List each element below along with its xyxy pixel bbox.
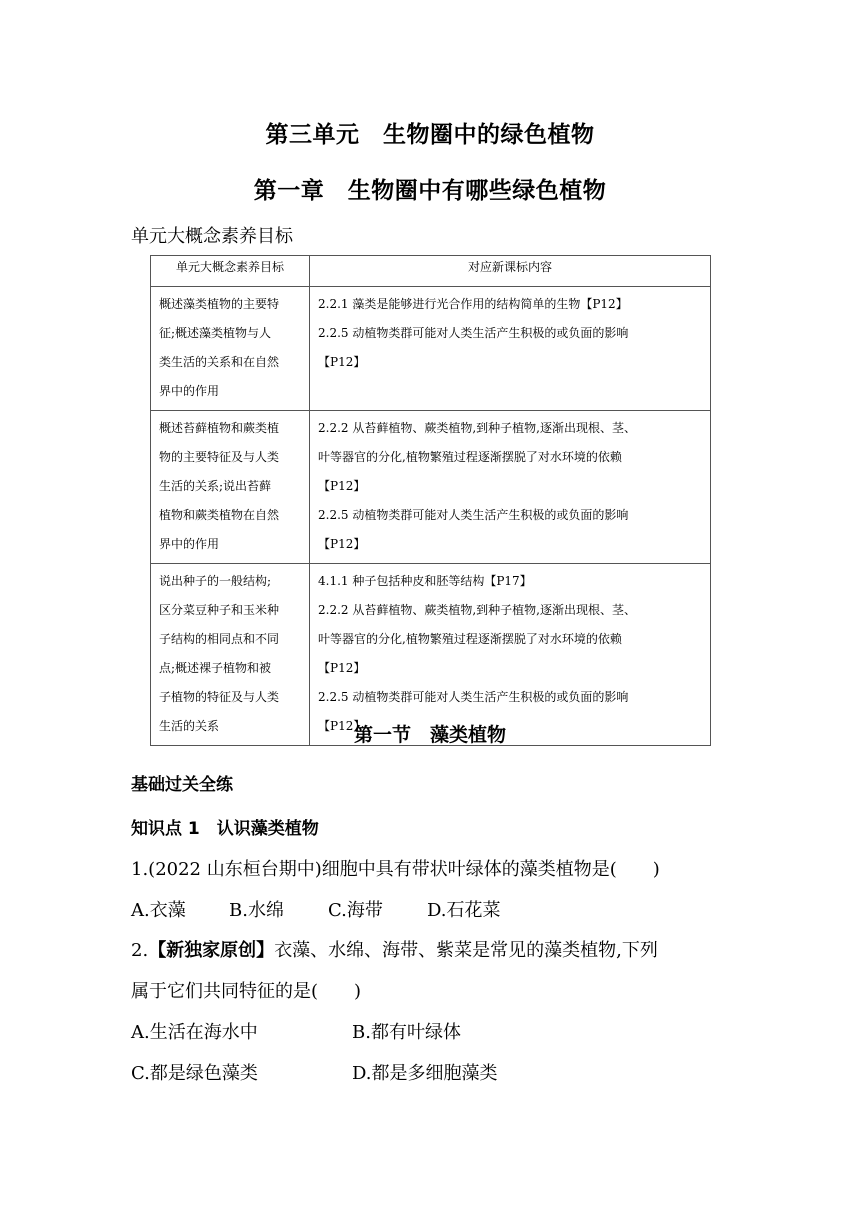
goal-line: 植物和蕨类植物在自然 — [159, 508, 280, 522]
goal-cell — [151, 411, 310, 564]
content-line: 2.2.2 从苔藓植物、蕨类植物,到种子植物,逐渐出现根、茎、 — [318, 603, 636, 617]
goal-line: 区分菜豆种子和玉米种 — [159, 603, 280, 617]
question-2-option-a: A.生活在海水中 — [131, 1022, 258, 1043]
goal-line: 子结构的相同点和不同 — [159, 632, 280, 646]
goal-line: 生活的关系 — [159, 719, 220, 733]
question-2-option-c: C.都是绿色藻类 — [131, 1063, 258, 1084]
goals-heading: 单元大概念素养目标 — [131, 226, 293, 247]
goal-line: 类生活的关系和在自然 — [159, 355, 280, 369]
goal-line: 说出种子的一般结构; — [159, 574, 272, 588]
content-line: 2.2.5 动植物类群可能对人类生活产生积极的或负面的影响 — [318, 326, 629, 340]
content-line: 【P12】 — [318, 479, 366, 493]
goal-line: 概述苔藓植物和蕨类植 — [159, 421, 280, 435]
goal-line: 子植物的特征及与人类 — [159, 690, 280, 704]
content-cell — [310, 411, 711, 564]
content-line: 叶等器官的分化,植物繁殖过程逐渐摆脱了对水环境的依赖 — [318, 450, 622, 464]
question-2-stem-text: 衣藻、水绵、海带、紫菜是常见的藻类植物,下列 — [274, 940, 658, 961]
content-line: 【P12】 — [318, 355, 366, 369]
goal-line: 概述藻类植物的主要特 — [159, 297, 280, 311]
question-2-stem — [131, 936, 658, 962]
content-line: 叶等器官的分化,植物繁殖过程逐渐摆脱了对水环境的依赖 — [318, 632, 622, 646]
table-header-goal: 单元大概念素养目标 — [151, 256, 310, 287]
question-1-option-d: D.石花菜 — [427, 900, 501, 921]
goal-line: 界中的作用 — [159, 537, 220, 551]
content-line: 2.2.5 动植物类群可能对人类生活产生积极的或负面的影响 — [318, 508, 629, 522]
question-1-stem: 1.(2022 山东桓台期中)细胞中具有带状叶绿体的藻类植物是( ) — [131, 859, 660, 880]
practice-heading: 基础过关全练 — [131, 775, 233, 795]
content-line: 2.2.2 从苔藓植物、蕨类植物,到种子植物,逐渐出现根、茎、 — [318, 421, 636, 435]
goal-line: 点;概述裸子植物和被 — [159, 661, 272, 675]
goal-line: 界中的作用 — [159, 384, 220, 398]
question-1-option-c: C.海带 — [328, 900, 383, 921]
content-line: 2.2.1 藻类是能够进行光合作用的结构简单的生物【P12】 — [318, 297, 628, 311]
content-line: 【P12】 — [318, 537, 366, 551]
content-line: 4.1.1 种子包括种皮和胚等结构【P17】 — [318, 574, 532, 588]
table-row — [151, 287, 711, 411]
table-row — [151, 564, 711, 746]
question-2-stem-line2: 属于它们共同特征的是( ) — [131, 981, 362, 1002]
question-1-option-a: A.衣藻 — [131, 900, 186, 921]
chapter-title: 第一章 生物圈中有哪些绿色植物 — [253, 178, 607, 204]
knowledge-point-heading: 知识点 1 认识藻类植物 — [131, 819, 319, 839]
content-line: 【P12】 — [318, 661, 366, 675]
content-cell — [310, 287, 711, 411]
question-2-tag: 【新独家原创】 — [148, 940, 275, 961]
question-2-option-b: B.都有叶绿体 — [352, 1022, 461, 1043]
content-line: 【P12】 — [318, 719, 366, 733]
unit-title: 第三单元 生物圈中的绿色植物 — [265, 122, 595, 148]
content-cell — [310, 564, 711, 746]
table-header-content: 对应新课标内容 — [310, 256, 711, 287]
goal-line: 生活的关系;说出苔藓 — [159, 479, 272, 493]
goals-table — [150, 255, 711, 746]
content-line: 2.2.5 动植物类群可能对人类生活产生积极的或负面的影响 — [318, 690, 629, 704]
goal-line: 征;概述藻类植物与人 — [159, 326, 272, 340]
question-1-option-b: B.水绵 — [229, 900, 284, 921]
table-row — [151, 411, 711, 564]
goal-cell — [151, 564, 310, 746]
question-2-option-d: D.都是多细胞藻类 — [352, 1063, 498, 1084]
table-header-row — [151, 256, 711, 287]
question-2-number: 2. — [131, 940, 149, 961]
goal-line: 物的主要特征及与人类 — [159, 450, 280, 464]
section-title: 第一节 藻类植物 — [353, 724, 506, 746]
goal-cell — [151, 287, 310, 411]
